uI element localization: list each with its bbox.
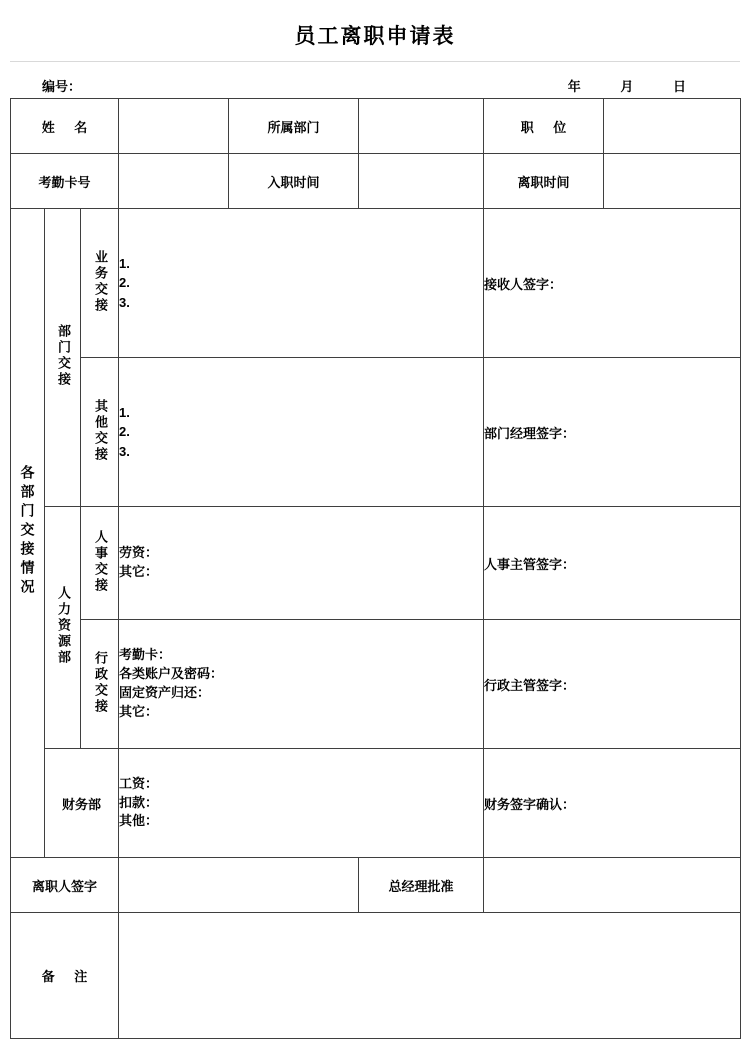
table-row-basic-1	[11, 99, 741, 154]
table-row-admin-handover	[11, 620, 741, 749]
entry-time-value[interactable]	[359, 154, 484, 209]
hr-group-label: 人力资源部	[45, 507, 81, 749]
entry-time-label: 入职时间	[229, 154, 359, 209]
other-handover-items[interactable]: 1. 2. 3.	[119, 358, 484, 507]
table-row-business-handover	[11, 209, 741, 358]
resignation-form-table	[10, 98, 741, 1039]
receiver-signature-cell[interactable]: 接收人签字：	[484, 209, 741, 358]
title-divider	[10, 61, 740, 62]
table-row-signatures	[11, 858, 741, 913]
finance-signature-cell[interactable]: 财务签字确认：	[484, 749, 741, 858]
handover-section-label: 各部门交接情况	[11, 209, 45, 858]
position-label: 职 位	[484, 99, 604, 154]
position-value[interactable]	[604, 99, 741, 154]
card-label: 考勤卡号	[11, 154, 119, 209]
name-label: 姓 名	[11, 99, 119, 154]
leave-time-value[interactable]	[604, 154, 741, 209]
dept-manager-signature-cell[interactable]: 部门经理签字：	[484, 358, 741, 507]
admin-handover-items[interactable]: 考勤卡： 各类账户及密码： 固定资产归还： 其它：	[119, 620, 484, 749]
department-label: 所属部门	[229, 99, 359, 154]
page-title: 员工离职申请表	[294, 25, 456, 48]
admin-supervisor-signature-cell[interactable]: 行政主管签字：	[484, 620, 741, 749]
gm-approval-label: 总经理批准	[359, 858, 484, 913]
leave-time-label: 离职时间	[484, 154, 604, 209]
form-date-label: 年 月 日	[567, 79, 704, 94]
admin-handover-label: 行政交接	[81, 620, 119, 749]
name-value[interactable]	[119, 99, 229, 154]
finance-group-label: 财务部	[45, 749, 119, 858]
resignee-sign-label: 离职人签字	[11, 858, 119, 913]
other-handover-label: 其他交接	[81, 358, 119, 507]
remark-value[interactable]	[119, 913, 741, 1039]
card-value[interactable]	[119, 154, 229, 209]
meta-row	[10, 74, 740, 96]
hr-handover-items[interactable]: 劳资： 其它：	[119, 507, 484, 620]
remark-label: 备 注	[11, 913, 119, 1039]
business-handover-items[interactable]: 1. 2. 3.	[119, 209, 484, 358]
dept-handover-group-label: 部门交接	[45, 209, 81, 507]
table-row-basic-2	[11, 154, 741, 209]
table-row-hr-handover	[11, 507, 741, 620]
hr-supervisor-signature-cell[interactable]: 人事主管签字：	[484, 507, 741, 620]
finance-items[interactable]: 工资： 扣款： 其他：	[119, 749, 484, 858]
resignee-sign-value[interactable]	[119, 858, 359, 913]
department-value[interactable]	[359, 99, 484, 154]
gm-approval-value[interactable]	[484, 858, 741, 913]
table-row-finance	[11, 749, 741, 858]
hr-handover-label: 人事交接	[81, 507, 119, 620]
form-number-label: 编号：	[42, 79, 82, 94]
table-row-other-handover	[11, 358, 741, 507]
business-handover-label: 业务交接	[81, 209, 119, 358]
table-row-remark	[11, 913, 741, 1039]
